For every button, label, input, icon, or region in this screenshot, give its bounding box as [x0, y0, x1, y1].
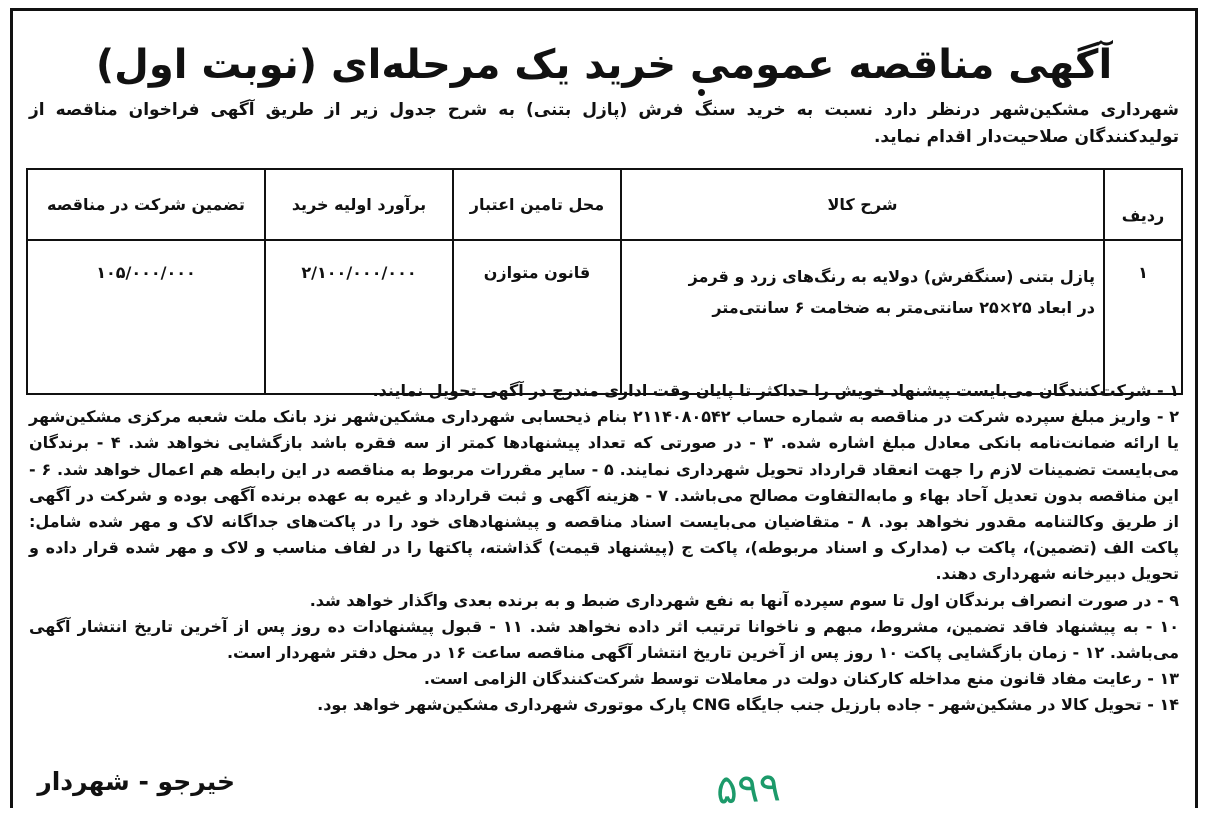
table-row — [27, 240, 1182, 394]
condition-paragraph: ۹ - در صورت انصراف برندگان اول تا سوم سپرده آنها به نفع شهرداری ضبط و به برنده بعدی واگذار خواهد شد. — [309, 590, 1179, 610]
notice-title: آگهی مناقصه عمومی خرید یک مرحله‌ای (نوبت اول) — [95, 42, 1113, 88]
header-estimate: برآورد اولیه خرید — [265, 169, 453, 240]
table-header-row — [27, 169, 1182, 240]
description-line-1: پازل بتنی (سنگفرش) دولایه به رنگ‌های زرد و قرمز — [688, 267, 1095, 286]
header-description: شرح کالا — [621, 169, 1104, 240]
condition-paragraph: ۱۴ - تحویل کالا در مشکین‌شهر - جاده بارزیل جنب جایگاه CNG پارک موتوری شهرداری مشکین‌شهر خواهد بود. — [317, 695, 1179, 715]
header-funding: محل تامین اعتبار — [453, 169, 621, 240]
cell-row-number: ۱ — [1104, 240, 1182, 394]
header-row-number: ردیف — [1104, 169, 1182, 240]
ink-dot — [698, 89, 705, 96]
mayor-signature: خیرجو - شهردار — [37, 767, 235, 796]
tender-notice — [10, 8, 1198, 808]
cell-funding: قانون متوازن — [453, 240, 621, 394]
notice-intro: شهرداری مشکین‌شهر درنظر دارد نسبت به خرید سنگ فرش (پازل بتنی) به شرح جدول زیر از طریق آگهی فراخوان مناقصه از تولیدکنندگان صلاحیت‌دار اقدام نماید. — [29, 100, 1179, 147]
handwritten-number: ۵۹۹ — [714, 764, 782, 814]
cell-guarantee: ۱۰۵/۰۰۰/۰۰۰ — [27, 240, 265, 394]
description-line-2: در ابعاد ۲۵×۲۵ سانتی‌متر به ضخامت ۶ سانتی‌متر — [712, 298, 1095, 317]
condition-paragraph: ۲ - واریز مبلغ سپرده شرکت در مناقصه به شماره حساب ۲۱۱۴۰۸۰۵۴۲ بنام ذیحسابی شهرداری مشکین‌شهر نزد بانک ملت شعبه مرکزی مشکین‌شهر یا ارائه ضمانت‌نامه بانکی معادل مبلغ اشاره شده. ۳ - در صورتی که تعداد پیشنهادها کمتر از سه فقره باشد بازگشایی نخواهد شد. ۴ - برندگان می‌بایست تضمینات لازم را جهت انعقاد قرارداد تحویل شهرداری نمایند. ۵ - سایر مقررات مربوط به مناقصه در این رابطه هم اعمال خواهد شد. ۶ - این مناقصه بدون تعدیل آحاد بهاء و مابه‌التفاوت مصالح می‌باشد. ۷ - هزینه آگهی و ثبت قرارداد و غیره به عهده برنده آگهی بوده و شرکت در آگهی از طریق وکالتنامه مقدور نخواهد بود. ۸ - متقاضیان می‌بایست اسناد مناقصه و پیشنهادهای خود را در پاکت‌های جداگانه لاک و مهر شده شامل: پاکت الف (تضمین)، پاکت ب (مدارک و اسناد مربوطه)، پاکت ج (پیشنهاد قیمت) گذاشته، پاکتها را در لفاف مناسب و لاک و مهر شده قرار داده و تحویل دبیرخانه شهرداری دهند. — [29, 407, 1180, 584]
header-guarantee: تضمین شرکت در مناقصه — [27, 169, 265, 240]
condition-paragraph: ۱ - شرکت‌کنندگان می‌بایست پیشنهاد خویش را حداکثر تا پایان وقت اداری مندرج در آگهی تحویل نمایند. — [372, 381, 1179, 400]
condition-paragraph: ۱۳ - رعایت مفاد قانون منع مداخله کارکنان دولت در معاملات توسط شرکت‌کنندگان الزامی است. — [423, 669, 1179, 689]
condition-paragraph: ۱۰ - به پیشنهاد فاقد تضمین، مشروط، مبهم و ناخوانا ترتیب اثر داده نخواهد شد. ۱۱ - قبول پیشنهادات ده روز پس از آخرین تاریخ انتشار آگهی می‌باشد. ۱۲ - زمان بازگشایی پاکت ۱۰ روز پس از آخرین تاریخ انتشار آگهی مناقصه ساعت ۱۶ در محل دفتر شهردار است. — [29, 616, 1180, 663]
cell-description — [621, 240, 1104, 394]
conditions-list — [29, 378, 1179, 719]
items-table — [26, 168, 1183, 395]
cell-estimate: ۲/۱۰۰/۰۰۰/۰۰۰ — [265, 240, 453, 394]
